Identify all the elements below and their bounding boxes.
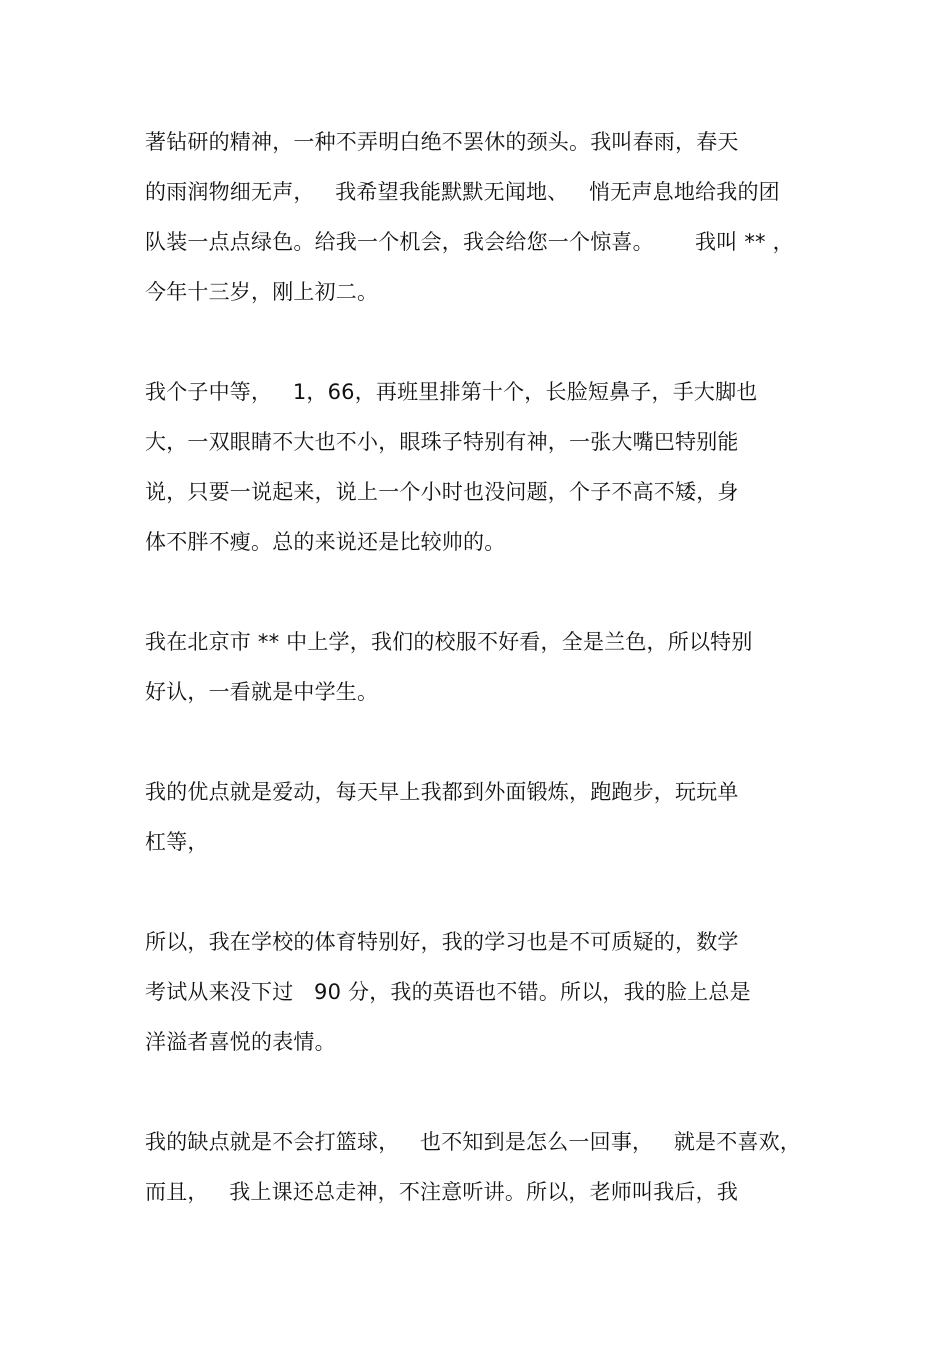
text-line: 好认，一看就是中学生。 [145,680,379,704]
text-line: 我的缺点就是不会打篮球， 也不知到是怎么一回事， 就是不喜欢， [145,1130,802,1154]
text-line: 队装一点点绿色。给我一个机会，我会给您一个惊喜。 我叫 ** ， [145,230,794,254]
text-line: 而且， 我上课还总走神，不注意听讲。所以，老师叫我后，我 [145,1180,739,1204]
text-line: 今年十三岁，刚上初二。 [145,280,379,304]
text-line: 我个子中等， 1，66，再班里排第十个，长脸短鼻子，手大脚也 [145,380,758,404]
text-line: 考试从来没下过 90 分，我的英语也不错。所以，我的脸上总是 [145,980,751,1004]
text-line: 我在北京市 ** 中上学，我们的校服不好看，全是兰色，所以特别 [145,630,753,654]
text-line: 我的优点就是爱动，每天早上我都到外面锻炼，跑跑步，玩玩单 [145,780,739,804]
text-line: 说，只要一说起来，说上一个小时也没问题，个子不高不矮，身 [145,480,739,504]
text-line: 大，一双眼睛不大也不小，眼珠子特别有神，一张大嘴巴特别能 [145,430,739,454]
text-line: 著钻研的精神，一种不弄明白绝不罢休的颈头。我叫春雨，春天 [145,130,739,154]
text-line: 洋溢者喜悦的表情。 [145,1030,336,1054]
text-line: 的雨润物细无声， 我希望我能默默无闻地、 悄无声息地给我的团 [145,180,780,204]
text-line: 杠等， [145,830,209,854]
text-line: 所以，我在学校的体育特别好，我的学习也是不可质疑的，数学 [145,930,739,954]
text-line: 体不胖不瘦。总的来说还是比较帅的。 [145,530,506,554]
